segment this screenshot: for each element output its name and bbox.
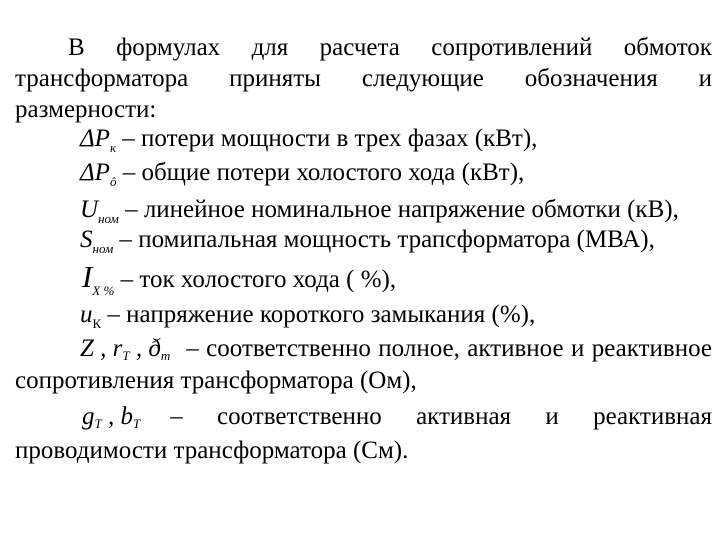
definition-word: – [186, 335, 199, 362]
definition-word: – [170, 403, 183, 430]
symbol-z-r: Z , r [80, 335, 123, 362]
symbol-subscript: К [92, 316, 102, 331]
symbol-uk: u [80, 301, 93, 328]
intro-word: формулах [116, 34, 221, 61]
symbol-s-nom: S [80, 226, 93, 253]
definition-word: реактивная [593, 403, 712, 430]
intro-word: и [698, 65, 712, 92]
symbol-ix: I [82, 259, 93, 294]
definition-word: соответственно [217, 403, 382, 430]
definition-word: полное, [378, 335, 460, 362]
symbol-g-b [82, 402, 140, 439]
symbol-subscript: ô [109, 174, 117, 189]
intro-word: обмоток [623, 34, 712, 61]
symbol-subscript: T [94, 416, 102, 431]
symbol-subscript: T [122, 348, 130, 363]
definition-g-words [170, 402, 712, 439]
intro-line-1 [68, 33, 712, 63]
definition-s-nom [80, 225, 655, 264]
definition-g-continuation: проводимости трансформатора (См). [15, 437, 409, 464]
definition-text: – потери мощности в трех фазах (кВт), [116, 125, 538, 152]
symbol-delta-pk: ΔP [80, 125, 110, 152]
symbol-subscript: ном [98, 211, 119, 226]
definition-word: активная [416, 403, 512, 430]
symbol-delta-po: ΔP [80, 159, 110, 186]
definition-word: соответственно [206, 335, 371, 362]
definition-z-continuation: сопротивления трансформатора (Ом), [15, 367, 417, 394]
symbol-b: , b [101, 403, 133, 430]
symbol-subscript: X % [92, 283, 115, 298]
definition-word: реактивное [591, 335, 712, 362]
symbol-g: g [82, 403, 95, 430]
definition-word: активное [467, 335, 564, 362]
intro-word: расчета [319, 34, 400, 61]
definition-g-line [82, 402, 712, 439]
symbol-subscript: к [109, 140, 117, 155]
definition-text: – линейное номинальное напряжение обмотки (кВ), [118, 196, 679, 223]
intro-word: В [68, 34, 85, 61]
symbol-subscript: T [132, 416, 141, 431]
intro-word: сопротивлений [431, 34, 593, 61]
definition-text: – напряжение короткого замыкания (%), [101, 301, 536, 328]
intro-word: трансформатора [15, 65, 189, 92]
intro-word: обозначения [524, 65, 658, 92]
intro-word: для [251, 34, 289, 61]
definition-text: – общие потери холостого хода (кВт), [116, 159, 525, 186]
definition-word: и [545, 403, 559, 430]
definition-delta-po [80, 158, 524, 197]
symbol-x: , ð [129, 335, 161, 362]
definition-text: – ток холостого хода ( %), [114, 266, 397, 293]
intro-word: следующие [361, 65, 484, 92]
intro-line-3: размерности: [15, 96, 157, 123]
intro-word: приняты [229, 65, 321, 92]
symbol-subscript: т [160, 348, 171, 363]
symbol-u-nom: U [80, 196, 99, 223]
intro-line-2 [15, 64, 712, 94]
definition-text: – помипальная мощность трапсформатора (МВА), [113, 226, 655, 253]
definition-word: и [570, 335, 585, 362]
symbol-subscript: ном [92, 241, 114, 256]
